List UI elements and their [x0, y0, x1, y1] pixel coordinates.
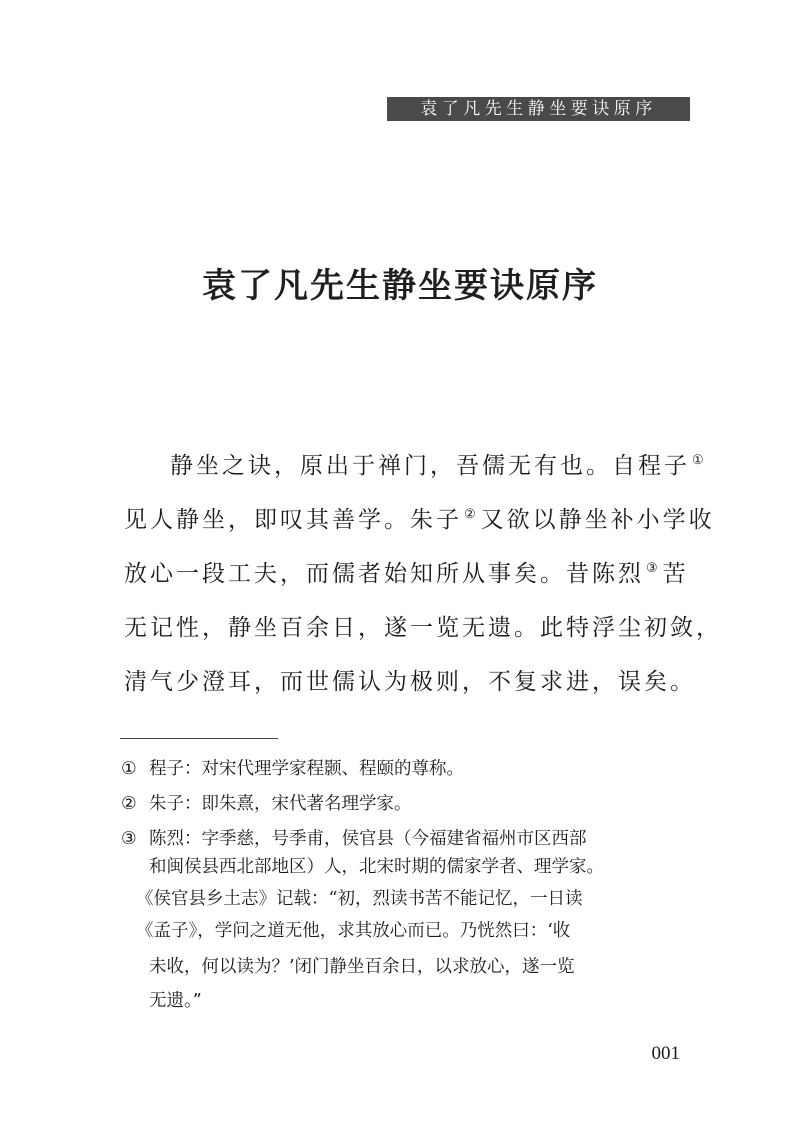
body-line-1 — [170, 446, 707, 486]
footnote-3-line-4: 《孟子》，学问之道无他，求其放心而已。乃恍然曰：‘收 — [136, 921, 571, 941]
footnote-ref-3[interactable]: ③ — [646, 561, 661, 577]
footnote-1 — [121, 754, 464, 784]
chapter-title: 袁了凡先生静坐要诀原序 — [202, 266, 598, 306]
footnote-3-line-3: 《侯官县乡土志》记载：“初，烈读书苦不能记忆，一日读 — [136, 889, 583, 909]
body-line-2 — [124, 500, 715, 540]
footnote-number: ② — [121, 794, 137, 814]
body-line-5: 清气少澄耳，而世儒认为极则，不复求进，误矣。 — [124, 669, 696, 695]
body-text-segment: 放心一段工夫，而儒者始知所从事矣。昔陈烈 — [124, 561, 644, 587]
footnote-2 — [121, 789, 412, 819]
footnote-3-line-2: 和闽侯县西北部地区）人，北宋时期的儒家学者、理学家。 — [149, 857, 604, 877]
running-header: 袁了凡先生静坐要诀原序 — [387, 97, 690, 121]
footnote-text: 朱子：即朱熹，宋代著名理学家。 — [149, 794, 412, 814]
body-line-3 — [124, 554, 704, 594]
footnote-text: 程子：对宋代理学家程颢、程颐的尊称。 — [149, 759, 464, 779]
footnote-ref-2[interactable]: ② — [464, 507, 479, 523]
page-number: 001 — [651, 1043, 680, 1064]
footnote-ref-1[interactable]: ① — [692, 453, 707, 469]
body-text-segment: 苦 — [662, 561, 689, 587]
body-text-segment: 见人静坐，即叹其善学。朱子 — [124, 507, 462, 533]
footnote-3-line-6: 无遗。” — [149, 991, 202, 1011]
footnote-3-line-5: 未收，何以读为？’闭门静坐百余日，以求放心，遂一览 — [149, 957, 575, 977]
footnote-number: ③ — [121, 829, 137, 849]
footnote-divider — [120, 738, 278, 739]
body-text-segment: 又欲以静坐补小学收 — [480, 507, 715, 533]
footnote-number: ① — [121, 759, 137, 779]
body-line-4: 无记性，静坐百余日，遂一览无遗。此特浮尘初敛， — [124, 615, 722, 641]
footnote-3 — [121, 824, 587, 854]
body-text-segment: 静坐之诀，原出于禅门，吾儒无有也。自程子 — [170, 453, 690, 479]
footnote-text: 陈烈：字季慈，号季甫，侯官县（今福建省福州市区西部 — [149, 829, 587, 849]
